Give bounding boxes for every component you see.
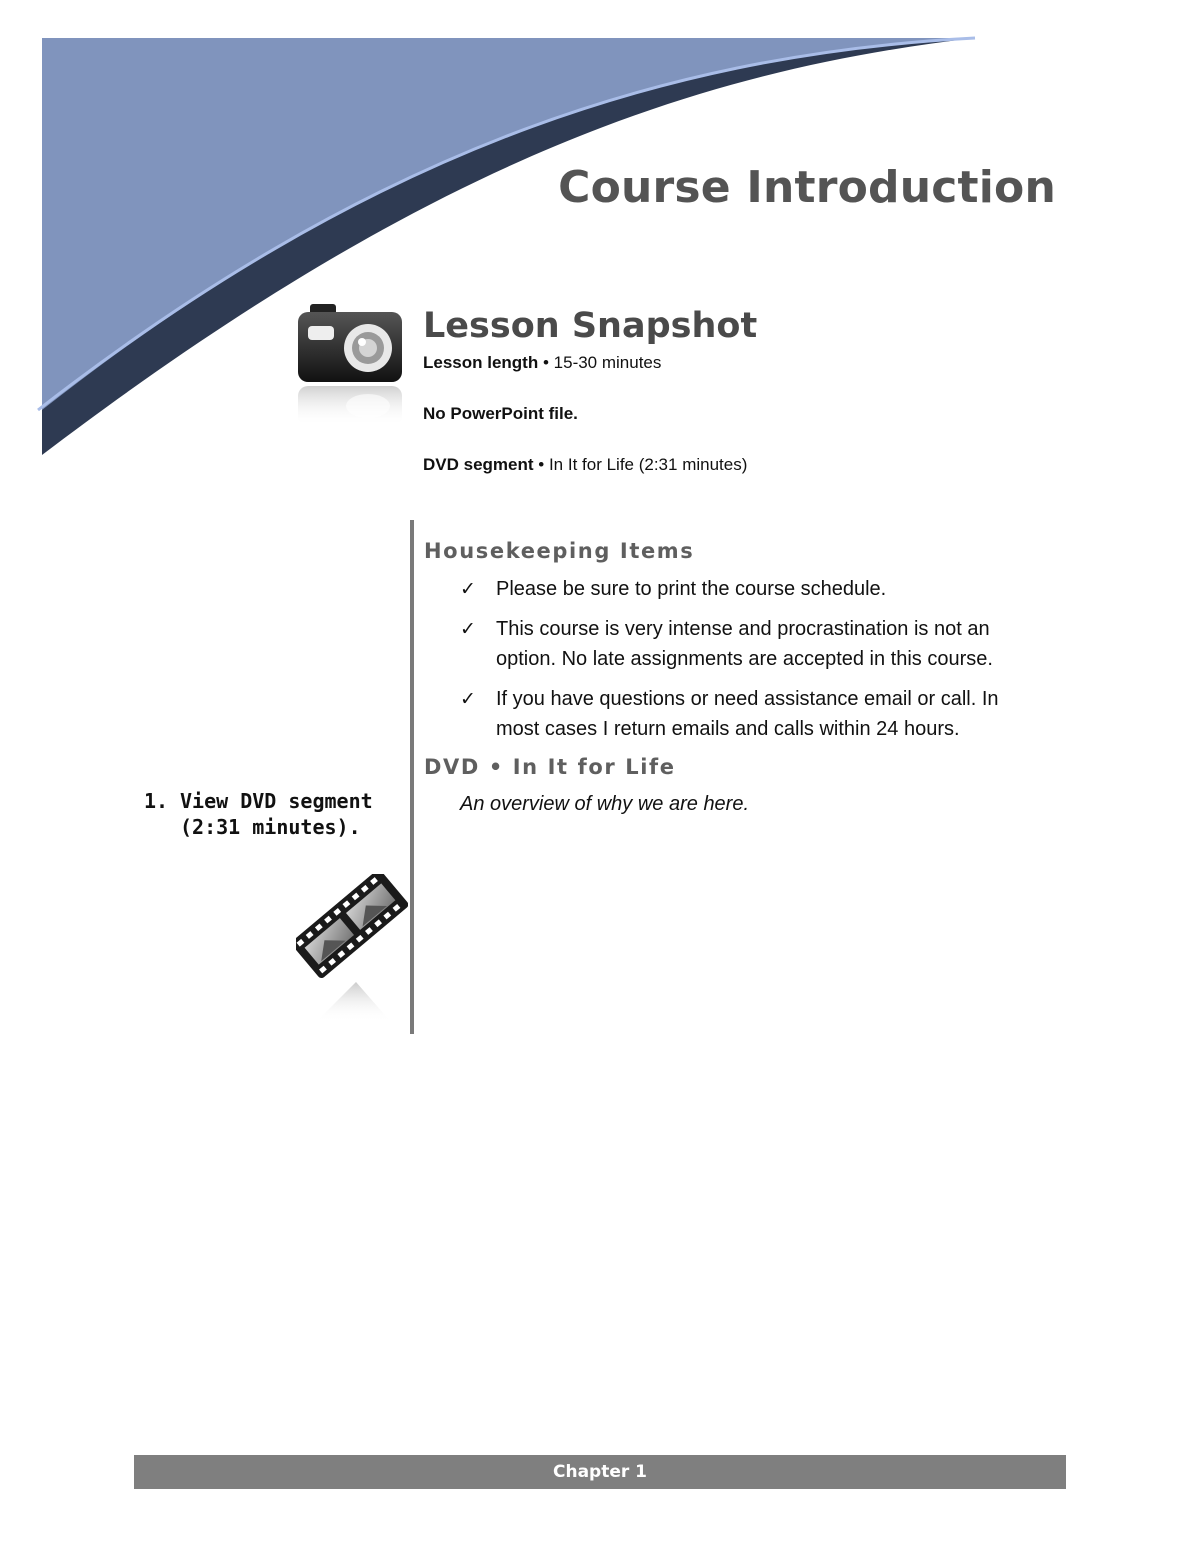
check-icon: ✓ [460, 578, 476, 600]
main-content [424, 538, 1044, 818]
check-icon: ✓ [460, 618, 476, 640]
footer-bar [134, 1455, 1066, 1489]
housekeeping-list [424, 574, 1044, 744]
list-item-text: Please be sure to print the course schedule. [496, 578, 887, 600]
lesson-length-value: 15-30 minutes [553, 353, 662, 372]
list-item [424, 574, 1044, 604]
separator: • [538, 455, 545, 474]
dvd-heading: DVD • In It for Life [424, 755, 676, 779]
list-item-text: This course is very intense and procrastination is not an option. No late assignments are accepted in this course. [496, 618, 993, 670]
dvd-description: An overview of why we are here. [460, 793, 750, 815]
step-number: 1. [144, 789, 169, 813]
vertical-divider [410, 520, 414, 1034]
footer-chapter-label: Chapter 1 [552, 1462, 647, 1482]
lesson-length-label: Lesson length [423, 353, 539, 372]
dvd-segment-label: DVD segment [423, 455, 534, 474]
dvd-segment-value: In It for Life (2:31 minutes) [548, 455, 748, 474]
step-text: View DVD segment (2:31 minutes). [180, 789, 373, 839]
dvd-segment [423, 455, 1063, 475]
list-item [424, 684, 1044, 744]
housekeeping-heading: Housekeeping Items [424, 539, 695, 563]
page-title: Course Introduction [558, 162, 1056, 213]
camera-icon [296, 302, 406, 426]
powerpoint-note [423, 404, 1063, 424]
film-strip-icon [296, 874, 408, 1026]
check-icon: ✓ [460, 688, 476, 710]
snapshot-title: Lesson Snapshot [423, 306, 758, 346]
powerpoint-note-text: No PowerPoint file. [423, 404, 578, 423]
lesson-length [423, 353, 1063, 373]
lesson-snapshot [423, 305, 1063, 506]
step-item [144, 788, 384, 840]
list-item-text: If you have questions or need assistance email or call. In most cases I return emails and calls within 24 hours. [496, 688, 999, 740]
list-item [424, 614, 1044, 674]
separator: • [542, 353, 549, 372]
